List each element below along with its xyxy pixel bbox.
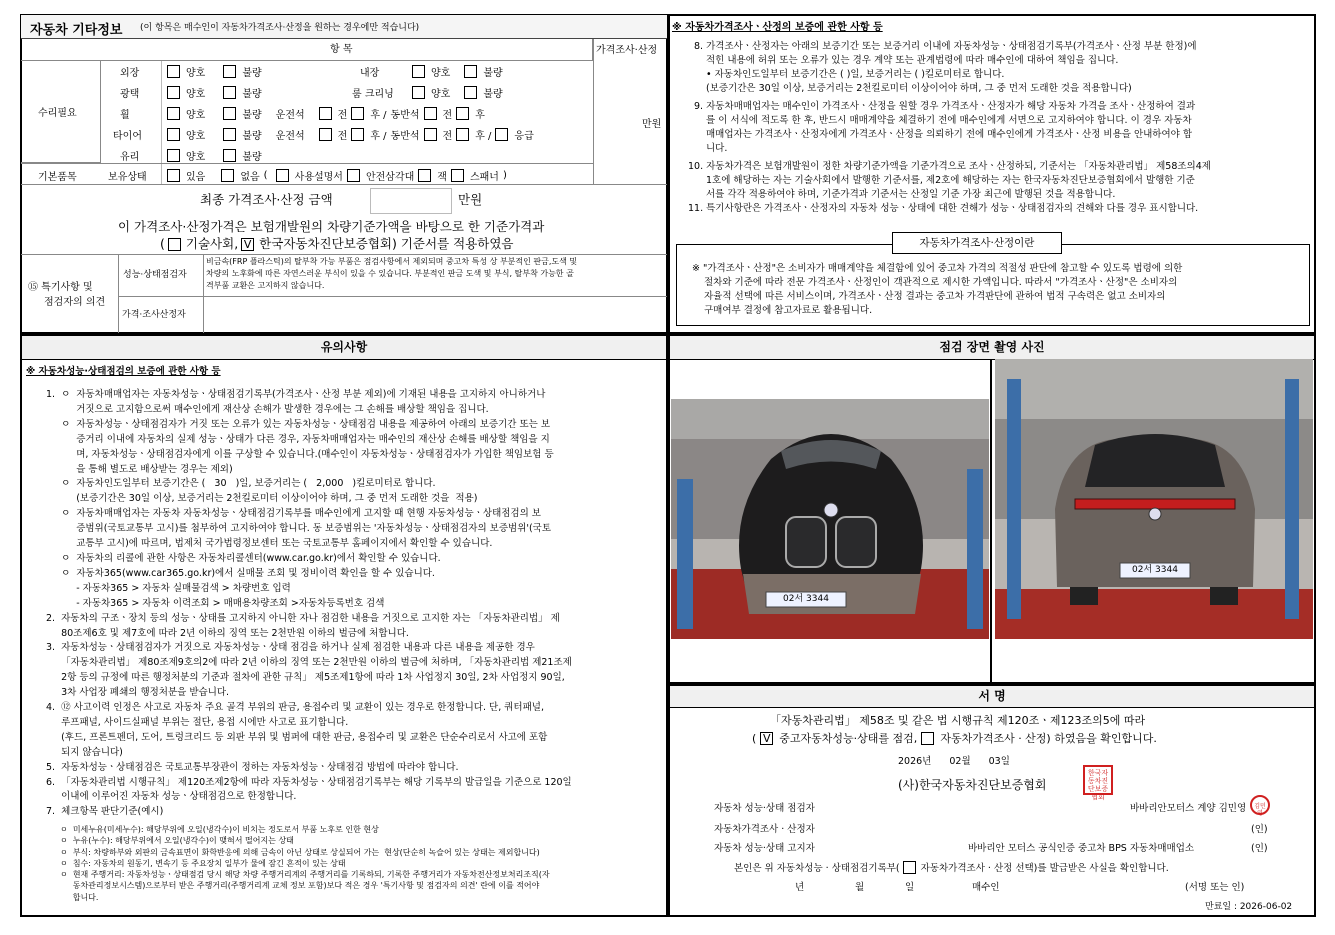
basic-have-checkbox[interactable] — [167, 169, 180, 182]
sig-inspector-label: 자동차 성능·상태 점검자 — [714, 803, 815, 814]
jack-checkbox[interactable] — [418, 169, 431, 182]
notes-line: 루프패널, 사이드실패널 부위는 절단, 용접 시에만 사고로 표기합니다. — [46, 716, 349, 728]
vehicle-other-info-subtitle: (이 항목은 매수인이 자동차가격조사·산정을 원하는 경우에만 적습니다) — [140, 23, 420, 33]
inspector-seal — [1250, 795, 1270, 815]
buyer-label: 매수인 — [972, 882, 1000, 893]
price-info-line: 구매여부 결정에 참고자료로 활용됩니다. — [704, 305, 873, 316]
notes-criteria-lines — [60, 824, 550, 903]
room-clean-label: 룸 크리닝 — [352, 89, 394, 100]
final-price-label: 최종 가격조사·산정 금액 — [200, 192, 333, 207]
notes-header: 유의사항 — [22, 336, 666, 360]
interior-good-label: 양호 — [431, 68, 451, 79]
price-column-header: 가격조사·산정 — [596, 45, 658, 56]
notes-criteria-line: 동차관리정보시스템)으로부터 받은 주행거리(주행거리계 교체 정보 포함)보다 적은 경우 '특기사항 및 점검자의 의견' 란에 이를 적어야 — [60, 881, 540, 891]
notes-line: 「자동차관리법」 제80조제9호의2에 따라 2년 이하의 징역 또는 2천만원 이하의 벌금에 처하며, 「자동차관리법 제21조제 — [46, 657, 572, 669]
notes-line: 1. ㅇ 자동차매매업자는 자동차성능ㆍ상태점검기록부(가격조사ㆍ산정 부분 제외)에 기재된 내용을 고지하지 아니하거나 — [46, 389, 546, 400]
tire-bad-label: 불량 — [242, 131, 262, 142]
price-info-box-text — [692, 262, 1182, 318]
item-column-header: 항 목 — [330, 44, 353, 55]
sig-day: 03일 — [988, 756, 1010, 767]
buyer-signature-field[interactable] — [1010, 878, 1180, 894]
wheel-driver-rear-label: 후 / — [370, 110, 387, 121]
notes-criteria-line: ㅇ 침수: 자동차의 원동기, 변속기 등 주요장치 일부가 물에 잠긴 흔적이 있는 상태 — [60, 858, 346, 868]
notes-line: 4. ⑫ 사고이력 인정은 사고로 자동차 주요 골격 부위의 판금, 용접수리 및 교환이 있는 경우로 한정합니다. 단, 쿼터패널, — [46, 702, 544, 714]
price-column — [593, 39, 594, 184]
notes-line: (보증기간은 30일 이상, 보증거리는 2천킬로미터 이상이어야 하며, 그 중 먼저 도래한 것을 적용) — [46, 493, 478, 505]
item9-line: 니다. — [706, 143, 728, 154]
item8-line: 적힌 내용에 허위 또는 오류가 있는 경우 계약 또는 관계법령에 따라 매수인에 대하여 책임을 집니다. — [706, 55, 1119, 66]
tire-passenger-label: 동반석 — [390, 131, 420, 142]
tire-good-checkbox[interactable] — [167, 128, 180, 141]
tire-passenger-front-label: 전 — [442, 131, 453, 142]
possession-label: 보유상태 — [108, 172, 147, 183]
item8-line: • 자동차인도일부터 보증기간은 ( )일, 보증거리는 ( )킬로미터로 합니다. — [706, 69, 1005, 80]
notes-criteria-line: ㅇ 현재 주행거리: 자동차성능ㆍ상태점검 당시 해당 차량 주행거리계의 주행거리를 기록하되, 기록한 주행거리가 자동차전산정보처리조직(자 — [60, 870, 550, 880]
wheel-passenger-front-checkbox[interactable] — [424, 107, 437, 120]
notes-heading: ※ 자동차성능·상태점검의 보증에 관한 사항 등 — [26, 366, 221, 377]
basic-items-divider — [21, 163, 593, 164]
sign-year-label: 년 — [795, 882, 805, 893]
basis-tech-label: 기술사회, — [185, 236, 239, 251]
item10-line: 10. 자동차가격은 보험개발원이 정한 차량기준가액을 기준가격으로 조사ㆍ산정하되, 기준서는 「자동차관리법」 제58조의4제 — [688, 161, 1211, 172]
sign-or-seal-label: (서명 또는 인) — [1185, 882, 1245, 893]
glass-good-label: 양호 — [186, 152, 206, 163]
gloss-good-checkbox[interactable] — [167, 86, 180, 99]
notes-line: 2. 자동차의 구조ㆍ장치 등의 성능ㆍ상태를 고지하지 아니한 자나 점검한 내용을 거짓으로 고지한 자는 「자동차관리법」 제 — [46, 612, 560, 624]
sig-notifier-seal: (인) — [1251, 843, 1268, 854]
inspector-opinion-line: 차량의 노후화에 따른 자연스러운 부식이 있을 수 있습니다. 부분적인 판금 도색 및 부식, 탈부착 가능한 골 — [206, 269, 574, 278]
notes-line: 을 통해 별도로 배상받는 경우는 제외) — [46, 463, 233, 475]
basis-assoc-label: 한국자동차진단보증협회) 기준서를 적용하였음 — [259, 236, 514, 251]
item9-line: 를 이 서식에 적도록 한 후, 반드시 매매계약을 체결하기 전에 매수인에게 서면으로 고지하여야 합니다. 이 경우 자동차 — [706, 115, 1192, 126]
notes-line: 증거리 이내에 자동차의 실제 성능ㆍ상태가 다른 경우, 자동차매매업자는 매수인의 재산상 손해를 배상할 책임을 지 — [46, 433, 550, 445]
item9-line: 9. 자동차매매업자는 매수인이 가격조사ㆍ산정을 원할 경우 가격조사ㆍ산정자가 해당 자동차 가격을 조사ㆍ산정하여 결과 — [694, 101, 1196, 112]
notes-line: ㅇ 자동차365(www.car365.go.kr)에서 실매물 조회 및 정비이력 확인을 할 수 있습니다. — [46, 567, 435, 579]
glass-bad-label: 불량 — [242, 152, 262, 163]
wheel-passenger-front-label: 전 — [442, 110, 453, 121]
tire-driver-front-label: 전 — [337, 131, 348, 142]
wheel-passenger-label: 동반석 — [390, 110, 420, 121]
special-notes-label-1: ⑮ 특기사항 및 — [28, 282, 93, 293]
tire-emergency-checkbox[interactable] — [495, 128, 508, 141]
exterior-good-label: 양호 — [186, 68, 206, 79]
tire-good-label: 양호 — [186, 131, 206, 142]
gloss-bad-label: 불량 — [242, 89, 262, 100]
price-unit: 만원 — [642, 119, 662, 130]
inspector-opinion-line: 비금속(FRP 플라스틱)의 탈부착 가능 부품은 점검사항에서 제외되며 중고차 특성 상 부분적인 판금,도색 및 — [206, 257, 578, 266]
tire-driver-rear-label: 후 / — [370, 131, 387, 142]
sig-appraiser-seal: (인) — [1251, 824, 1268, 835]
rear-plate: 02서 3344 — [1132, 565, 1178, 575]
wheel-driver-front-label: 전 — [337, 110, 348, 121]
interior-bad-label: 불량 — [483, 68, 503, 79]
vehicle-other-info-title: 자동차 기타정보 — [30, 23, 123, 38]
manual-checkbox[interactable] — [276, 169, 289, 182]
rear-photo — [995, 359, 1313, 639]
wheel-driver-front-checkbox[interactable] — [319, 107, 332, 120]
signature-line-1: 「자동차관리법」 제58조 및 같은 법 시행규칙 제120조ㆍ제123조의5에 따라 — [770, 714, 1146, 727]
association-stamp-text: 한국자동차진단보증협회 — [1087, 769, 1109, 801]
inspector-opinion-line: 격부품 교환은 고지하지 않습니다. — [206, 281, 325, 290]
notes-line: 거짓으로 고지함으로써 매수인에게 재산상 손해가 발생한 경우에는 그 손해를 배상할 책임을 집니다. — [46, 403, 489, 415]
room-clean-bad-label: 불량 — [483, 89, 503, 100]
notes-line: 3차 사업장 폐쇄의 행정처분을 받습니다. — [46, 687, 230, 699]
sig-performance-label: 중고자동차성능·상태를 점검, — [779, 732, 918, 745]
notes-line: 며, 자동차성능ㆍ상태점검자에게 이를 구상할 수 있습니다.(매수인이 자동차성능ㆍ상태점검자가 가입한 책임보험 등 — [46, 448, 554, 460]
notes-line: 3. 자동차성능ㆍ상태점검자가 거짓으로 자동차성능ㆍ상태 점검을 하거나 실제 점검한 내용과 다른 내용을 제공한 경우 — [46, 642, 535, 654]
basic-none-label: 없음 — [240, 172, 260, 183]
notes-criteria-line: ㅇ 누유(누수): 해당부위에서 오일(냉각수)이 맺혀서 떨어지는 상태 — [60, 836, 294, 846]
triangle-checkbox[interactable] — [347, 169, 360, 182]
price-guarantee-heading: ※ 자동차가격조사ㆍ산정의 보증에 관한 사항 등 — [672, 22, 883, 33]
item10-line: 1호에 해당하는 자는 기술사회에서 발행한 기준서를, 제2호에 해당하는 자는 한국자동차진단보증협회에서 발행한 기준 — [706, 175, 1195, 186]
front-plate: 02서 3344 — [783, 594, 829, 604]
item8-line: (보증기간은 30일 이상, 보증거리는 2천킬로미터 이상이어야 하며, 그 중 먼저 도래한 것을 적용합니다) — [706, 83, 1132, 94]
wheel-passenger-rear-label: 후 — [475, 110, 485, 121]
tire-passenger-rear-label: 후 / — [475, 131, 492, 142]
interior-bad-checkbox[interactable] — [464, 65, 477, 78]
glass-good-checkbox[interactable] — [167, 149, 180, 162]
sig-notifier-name: 바바리안 모터스 공식인증 중고차 BPS 자동차매매업소 — [968, 843, 1195, 854]
basic-none-checkbox[interactable] — [221, 169, 234, 182]
photo-divider — [990, 360, 992, 684]
item9-line: 매매업자는 가격조사ㆍ산정자에게 가격조사ㆍ산정을 의뢰하기 전에 매수인에게 가격조사ㆍ산정 비용을 안내하여야 합 — [706, 129, 1193, 140]
price-info-line: 자율적 선택에 따른 서비스이며, 가격조사ㆍ산정 결과는 중고차 가격판단에 관하여 법적 구속력은 없고 소비자의 — [704, 291, 1166, 302]
tire-passenger-rear-checkbox[interactable] — [456, 128, 469, 141]
sig-year: 2026년 — [898, 756, 932, 767]
glass-bad-checkbox[interactable] — [223, 149, 236, 162]
notes-line: ㅇ 자동차인도일부터 보증기간은 ( 30 )일, 보증거리는 ( 2,000 )킬로미터로 합니다. — [46, 478, 436, 490]
exterior-bad-label: 불량 — [242, 68, 262, 79]
notes-line: - 자동차365 > 자동차 이력조회 > 매매용차량조회 >자동차등록번호 검색 — [46, 597, 385, 609]
sig-association: (사)한국자동차진단보증협회 — [898, 778, 1047, 792]
sig-price-label: 자동차가격조사 · 산정) 하였음을 확인합니다. — [940, 732, 1157, 745]
special-row-divider — [119, 296, 667, 297]
inspector-opinion-label: 성능·상태점검자 — [123, 270, 187, 280]
spanner-checkbox[interactable] — [451, 169, 464, 182]
gloss-good-label: 양호 — [186, 89, 206, 100]
final-price-input[interactable] — [370, 188, 452, 214]
confirm-price-checkbox[interactable] — [903, 861, 916, 874]
exterior-label: 외장 — [120, 68, 140, 79]
interior-good-checkbox[interactable] — [412, 65, 425, 78]
gloss-bad-checkbox[interactable] — [223, 86, 236, 99]
price-info-line: ※ "가격조사ㆍ산정"은 소비자가 매매계약을 체결함에 있어 중고차 가격의 적절성 판단에 참고할 수 있도록 법령에 의한 — [692, 263, 1183, 274]
wheel-bad-checkbox[interactable] — [223, 107, 236, 120]
basic-items-label: 기본품목 — [38, 172, 77, 183]
notes-line: ㅇ 자동차성능ㆍ상태점검자가 거짓 또는 오류가 있는 자동차성능ㆍ상태점검 내용을 제공하여 아래의 보증기간 또는 보 — [46, 418, 551, 430]
notes-line: 7. 체크항목 판단기준(예시) — [46, 806, 164, 818]
sig-inspector-name: 바바리안모터스 계양 김민영 — [1130, 803, 1247, 814]
wheel-label: 휠 — [120, 110, 130, 121]
notes-line: (후드, 프론트펜더, 도어, 트렁크리드 등 외판 부위 및 범퍼에 대한 판금, 용접수리 및 교환은 단순수리로서 사고에 포함 — [46, 731, 548, 743]
room-clean-bad-checkbox[interactable] — [464, 86, 477, 99]
notes-line: ㅇ 자동차의 리콜에 관한 사항은 자동차리콜센터(www.car.go.kr)에서 확인할 수 있습니다. — [46, 552, 441, 564]
manual-label: 사용설명서 — [294, 172, 343, 183]
wheel-good-label: 양호 — [186, 110, 206, 121]
sign-month-label: 월 — [855, 882, 865, 893]
wheel-passenger-rear-checkbox[interactable] — [456, 107, 469, 120]
tire-bad-checkbox[interactable] — [223, 128, 236, 141]
inspector-seal-text: 김민영 — [1254, 803, 1266, 817]
notes-line: 80조제6호 및 제7호에 따라 2년 이하의 징역 또는 2천만원 이하의 벌금에 처합니다. — [46, 627, 409, 639]
basis-line-1: 이 가격조사·산정가격은 보험개발원의 차량기준가액을 바탕으로 한 기준가격과 — [118, 219, 545, 234]
exterior-bad-checkbox[interactable] — [223, 65, 236, 78]
triangle-label: 안전삼각대 — [365, 172, 415, 183]
special-notes-label-2: 점검자의 의견 — [44, 297, 106, 308]
wheel-driver-label: 운전석 — [275, 110, 305, 121]
special-subcolumn-divider — [203, 254, 204, 333]
notes-line: 되지 않습니다) — [46, 746, 123, 758]
notes-line: 5. 자동차성능ㆍ상태점검은 국토교통부장관이 정하는 자동차성능ㆍ상태점검 방법에 따라야 합니다. — [46, 761, 459, 773]
gloss-label: 광택 — [120, 89, 140, 100]
basis-assoc-checkbox[interactable] — [241, 238, 254, 251]
tire-passenger-front-checkbox[interactable] — [424, 128, 437, 141]
tire-driver-front-checkbox[interactable] — [319, 128, 332, 141]
expiry-date: 만료일 : 2026-06-02 — [1205, 902, 1293, 912]
basis-tech-checkbox[interactable] — [168, 238, 181, 251]
price-info-box-title: 자동차가격조사·산정이란 — [919, 237, 1035, 249]
notes-line: ㅇ 자동차매매업자는 자동차 자동차성능ㆍ상태점검기록부를 매수인에게 고지할 때 현행 자동차성능ㆍ상태점검의 보 — [46, 508, 541, 520]
jack-label: 잭 — [437, 172, 447, 183]
notes-line: 증범위(국토교통부 고시)를 첨부하여 고지하여야 합니다. 동 보증범위는 '자동차성능ㆍ상태점검자의 보증범위'(국토 — [46, 523, 552, 535]
sig-price-checkbox[interactable] — [921, 732, 934, 745]
notes-line: 6. 「자동차관리법 시행규칙」 제120조제2항에 따라 자동차성능ㆍ상태점검기록부는 해당 기록부의 발급일을 기준으로 120일 — [46, 776, 572, 788]
price-info-line: 절차와 기준에 따라 전문 가격조사ㆍ산정인이 객관적으로 제시한 가액입니다. 따라서 "가격조사ㆍ산정"은 소비자의 — [704, 277, 1178, 288]
notes-lines — [46, 388, 572, 820]
tire-driver-rear-checkbox[interactable] — [351, 128, 364, 141]
item-header-cell — [21, 39, 593, 61]
final-price-unit: 만원 — [458, 192, 483, 207]
sig-notifier-label: 자동차 성능·상태 고지자 — [714, 843, 815, 854]
tire-label: 타이어 — [113, 131, 142, 142]
notes-line: 교통부 고시)에 따르며, 법제처 국가법령정보센터 또는 국토교통부 홈페이지에서 확인할 수 있습니다. — [46, 538, 493, 550]
confirm-text-b: 자동차가격조사 · 산정 선택)를 발급받은 사실을 확인합니다. — [920, 863, 1169, 874]
notes-criteria-line: 합니다. — [60, 892, 99, 902]
item8-line: 8. 가격조사ㆍ산정자는 아래의 보증기간 또는 보증거리 이내에 자동차성능ㆍ상태점검기록부(가격조사ㆍ산정 부분 한정)에 — [694, 41, 1197, 52]
notes-criteria-line: ㅇ 부식: 차량하부와 외판의 금속표면이 화학반응에 의해 금속이 아닌 상태로 상실되어 가는 현상(단순히 녹슬어 있는 상태는 제외합니다) — [60, 847, 540, 857]
sign-day-label: 일 — [905, 882, 915, 893]
notes-line: 2항 등의 규정에 따른 행정처분의 기준과 절차에 관한 규칙」 제5조제1항에 따라 1차 사업정지 30일, 2차 사업정지 90일, — [46, 672, 565, 684]
item11-line: 11. 특기사항란은 가격조사ㆍ산정자의 자동차 성능ㆍ상태에 대한 견해가 성능ㆍ상태점검자의 견해와 다를 경우 표시합니다. — [688, 203, 1199, 214]
wheel-driver-rear-checkbox[interactable] — [351, 107, 364, 120]
confirm-text-a: 본인은 위 자동차성능 · 상태점검기록부( — [734, 863, 900, 874]
appraiser-opinion-label: 가격·조사산정자 — [122, 310, 186, 320]
exterior-good-checkbox[interactable] — [167, 65, 180, 78]
wheel-good-checkbox[interactable] — [167, 107, 180, 120]
rear-car-illustration — [995, 359, 1313, 639]
basic-have-label: 있음 — [186, 172, 206, 183]
front-photo — [671, 399, 989, 639]
notes-line: 이내에 이루어진 자동차 성능ㆍ상태점검으로 한정합니다. — [46, 791, 297, 803]
notes-criteria-line: ㅇ 미세누유(미세누수): 해당부위에 오일(냉각수)이 비치는 정도로서 부품 노후로 인한 현상 — [60, 825, 379, 834]
tire-emergency-label: 응급 — [514, 131, 534, 142]
signature-header: 서 명 — [670, 686, 1314, 708]
interior-label: 내장 — [360, 68, 380, 79]
glass-label: 유리 — [120, 152, 140, 163]
room-clean-good-label: 양호 — [431, 89, 451, 100]
wheel-bad-label: 불량 — [242, 110, 262, 121]
sig-appraiser-label: 자동차가격조사 · 산정자 — [714, 824, 815, 835]
tire-driver-label: 운전석 — [275, 131, 305, 142]
repair-needed-label: 수리필요 — [38, 108, 77, 119]
sig-month: 02월 — [949, 756, 971, 767]
basic-items-bottom-divider — [21, 184, 667, 185]
repair-subcolumn-divider — [161, 61, 162, 184]
room-clean-good-checkbox[interactable] — [412, 86, 425, 99]
photos-header: 점검 장면 촬영 사진 — [670, 336, 1314, 360]
price-guarantee-items — [688, 40, 1211, 216]
item10-line: 서를 각각 적용하여야 하며, 기준가격과 기준서는 산정일 기준 가장 최근에 발행된 것을 적용합니다. — [706, 189, 1116, 200]
inspector-opinion-text — [206, 256, 577, 292]
spanner-label: 스패너 — [469, 172, 499, 183]
notes-line: - 자동차365 > 자동차 실매물검색 > 차량번호 입력 — [46, 582, 291, 594]
sig-performance-checkbox[interactable] — [760, 732, 773, 745]
association-stamp — [1083, 765, 1113, 801]
